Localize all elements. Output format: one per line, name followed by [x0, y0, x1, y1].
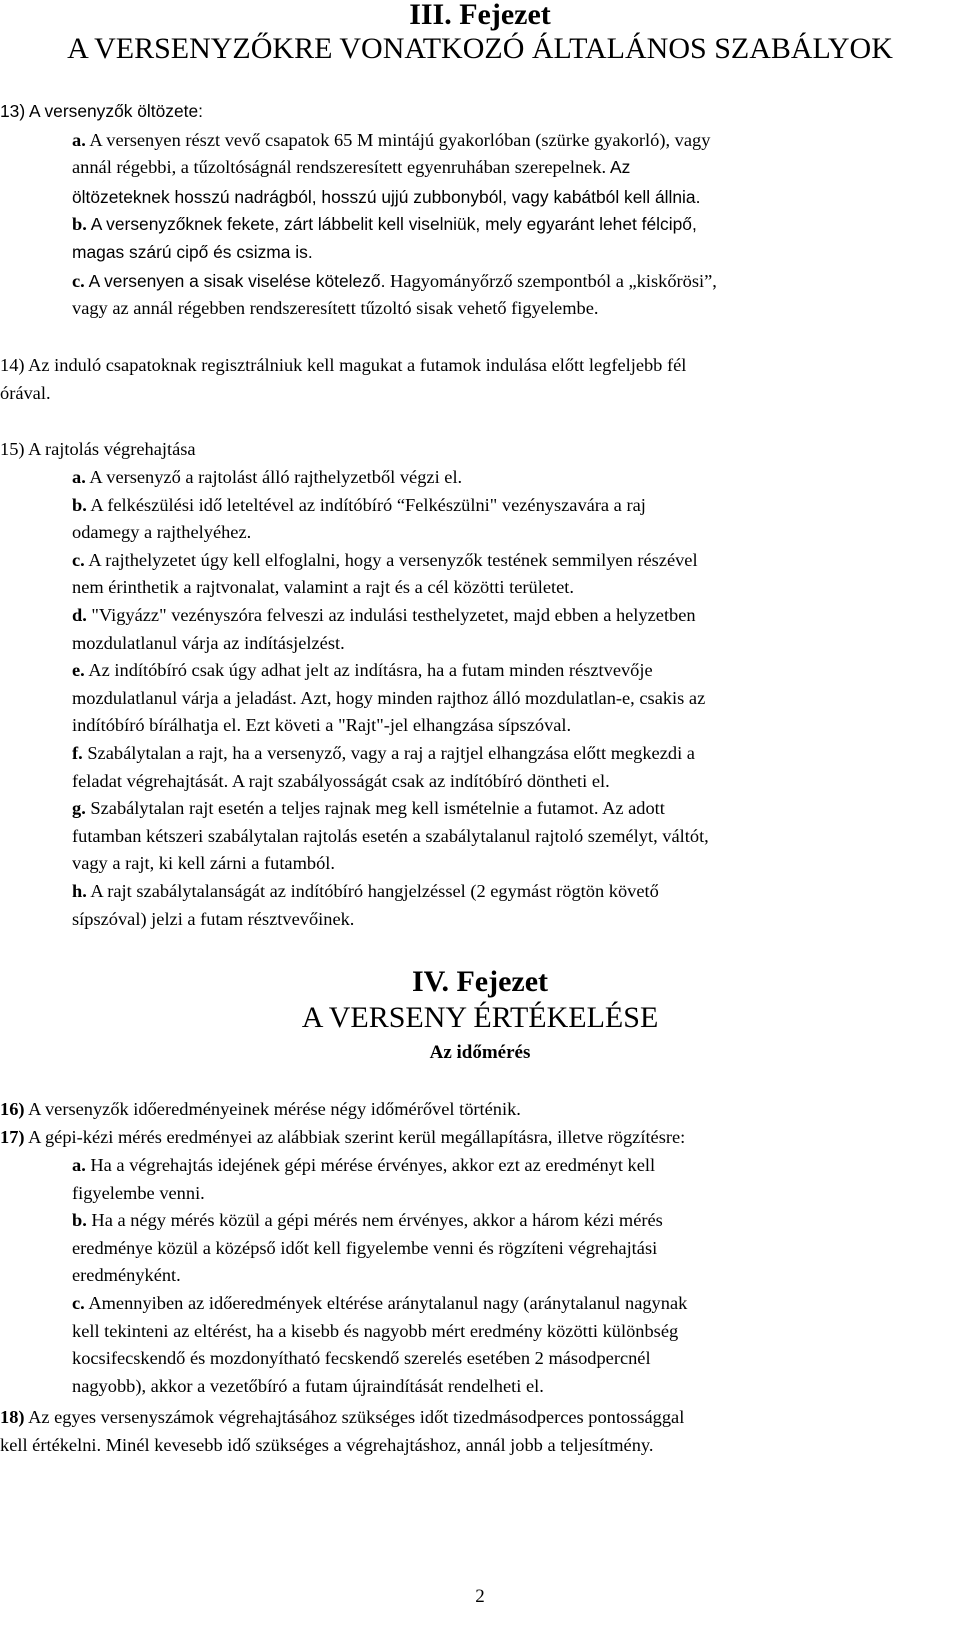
list-item-line: [72, 576, 574, 598]
section-13-heading: 13) A versenyzők öltözete:: [0, 101, 204, 121]
list-item-line: [72, 908, 354, 930]
item-text: Szabálytalan rajt esetén a teljes rajnak meg kell ismételnie a futamot. Az adott: [85, 798, 665, 819]
item-text: vagy a rajt, ki kell zárni a futamból.: [72, 853, 335, 874]
section-number: 18): [0, 1407, 25, 1427]
list-item-line: [72, 742, 695, 764]
item-text-sans: Az: [606, 157, 631, 177]
item-letter: a.: [72, 1155, 86, 1175]
item-text: mozdulatlanul várja a jeladást. Azt, hogy minden rajthoz álló mozdulatlan-e, csakis az: [72, 687, 706, 708]
list-item-line: [72, 1237, 657, 1259]
item-text: A felkészülési idő leteltével az indítóbíró “Felkészülni" vezényszavára a raj: [86, 494, 646, 515]
list-item-line: [72, 714, 571, 736]
list-item-line: [72, 521, 251, 543]
section-13-item-c-line1: [72, 270, 717, 292]
list-item-line: [72, 770, 610, 792]
list-item-line: [72, 1209, 663, 1231]
item-text: A versenyen részt vevő csapatok 65 M mintájú gyakorlóban (szürke gyakorló), vagy: [85, 130, 711, 150]
section-text: Az egyes versenyszámok végrehajtásához szükséges időt tizedmásodperces pontossággal: [24, 1407, 685, 1427]
item-text: odamegy a rajthelyéhez.: [72, 522, 252, 543]
list-item-line: [72, 494, 646, 516]
item-text: "Vigyázz" vezényszóra felveszi az indulási testhelyzetet, majd ebben a helyzetben: [86, 605, 696, 625]
list-item-line: [72, 687, 705, 709]
item-text: nem érinthetik a rajtvonalat, valamint a rajt és a cél közötti területet.: [72, 577, 574, 598]
list-item-line: [72, 1375, 544, 1397]
item-text: figyelembe venni.: [72, 1182, 205, 1203]
item-text: indítóbíró bírálhatja el. Ezt követi a "Rajt"-jel elhangzása sípszóval.: [72, 715, 572, 736]
item-letter: h.: [72, 881, 87, 901]
section-18-line2: kell értékelni. Minél kevesebb idő szükséges a végrehajtáshoz, annál jobb a teljesítmény.: [0, 1435, 654, 1455]
item-letter: b.: [72, 214, 87, 234]
item-text: eredménye közül a középső időt kell figyelembe venni és rögzíteni végrehajtási: [72, 1237, 658, 1258]
item-letter: b.: [72, 494, 87, 515]
item-letter: d.: [72, 605, 87, 625]
chapter-4-title: A VERSENY ÉRTÉKELÉSE: [301, 1001, 659, 1034]
list-item-line: [72, 1320, 678, 1342]
item-text: futamban kétszeri szabálytalan rajtolás esetén a szabálytalanul rajtoló személyt, váltót,: [72, 825, 709, 846]
list-item-line: [72, 1347, 651, 1369]
item-letter: a.: [72, 130, 86, 150]
section-text: A versenyzők időeredményeinek mérése négy időmérővel történik.: [24, 1099, 521, 1119]
item-text: A rajt szabálytalanságát az indítóbíró hangjelzéssel (2 egymást rögtön követő: [86, 881, 659, 901]
item-text: A versenyzőknek fekete, zárt lábbelit kell viselniük, mely egyaránt lehet félcipő,: [86, 214, 697, 234]
chapter-4-number: IV. Fejezet: [411, 965, 549, 998]
chapter-3-number: III. Fejezet: [409, 0, 551, 31]
item-text: mozdulatlanul várja az indításjelzést.: [72, 632, 345, 653]
section-15-heading: 15) A rajtolás végrehajtása: [0, 439, 196, 459]
list-item-line: [72, 1264, 181, 1286]
list-item-line: [72, 797, 665, 819]
section-13-item-a-line2: [72, 156, 630, 178]
item-text: Ha a négy mérés közül a gépi mérés nem érvényes, akkor a három kézi mérés: [86, 1210, 663, 1231]
section-17: [0, 1126, 685, 1148]
item-text: kell tekinteni az eltérést, ha a kisebb és nagyobb mért eredmény közötti különbség: [72, 1320, 679, 1341]
item-text-sans: A versenyen a sisak viselése kötelező.: [84, 271, 386, 291]
list-item-line: [72, 549, 698, 571]
list-item-line: [72, 466, 462, 488]
list-item-line: [72, 604, 696, 626]
item-letter: f.: [72, 743, 83, 763]
section-13-item-b-line2: magas szárú cipő és csizma is.: [72, 242, 313, 262]
section-13-item-b-line1: [72, 213, 697, 235]
item-text: Szabálytalan a rajt, ha a versenyző, vagy a raj a rajtjel elhangzása előtt megkezdi a: [82, 743, 695, 763]
section-number: 17): [0, 1127, 25, 1147]
item-text: annál régebbi, a tűzoltóságnál rendszeresített egyenruhában szerepelnek.: [72, 157, 607, 177]
item-letter: a.: [72, 467, 86, 487]
chapter-4-subtitle: Az időmérés: [429, 1042, 531, 1063]
item-text: A versenyző a rajtolást álló rajthelyzetből végzi el.: [85, 467, 463, 487]
item-text: sípszóval) jelzi a futam résztvevőinek.: [72, 908, 355, 929]
list-item-line: [72, 632, 345, 654]
item-text: Az indítóbíró csak úgy adhat jelt az indításra, ha a futam minden résztvevője: [84, 660, 653, 681]
item-text: nagyobb), akkor a vezetőbíró a futam újraindítását rendelheti el.: [72, 1375, 544, 1396]
section-13-item-c-line2: vagy az annál régebben rendszeresített tűzoltó sisak vehető figyelembe.: [72, 298, 599, 318]
item-text: eredményként.: [72, 1265, 181, 1286]
list-item-line: [72, 825, 709, 847]
chapter-3-title: A VERSENYZŐKRE VONATKOZÓ ÁLTALÁNOS SZABÁLYOK: [67, 32, 893, 65]
list-item-line: [72, 852, 335, 874]
item-letter: e.: [72, 660, 85, 681]
item-letter: c.: [72, 271, 85, 291]
item-letter: c.: [72, 1293, 85, 1313]
item-text: Hagyományőrző szempontból a „kiskőrösi”,: [385, 271, 717, 291]
list-item-line: [72, 1182, 205, 1204]
section-14-line1: 14) Az induló csapatoknak regisztrálniuk kell magukat a futamok indulása előtt legfeljebb fél: [0, 355, 687, 375]
item-text: Ha a végrehajtás idejének gépi mérése érvényes, akkor ezt az eredményt kell: [85, 1155, 656, 1175]
section-13-item-a-line3: öltözeteknek hosszú nadrágból, hosszú ujjú zubbonyból, vagy kabátból kell állnia.: [72, 187, 701, 207]
item-text: Amennyiben az időeredmények eltérése aránytalanul nagy (aránytalanul nagynak: [84, 1293, 688, 1313]
section-18-line1: [0, 1406, 684, 1428]
item-text: kocsifecskendő és mozdonyítható fecskendő szerelés esetében 2 másodpercnél: [72, 1348, 651, 1369]
item-letter: b.: [72, 1210, 87, 1231]
section-16: [0, 1098, 521, 1120]
item-letter: g.: [72, 798, 86, 819]
section-text: A gépi-kézi mérés eredményei az alábbiak szerint kerül megállapításra, illetve rögzítésre:: [24, 1127, 686, 1147]
page-number: 2: [475, 1586, 485, 1607]
item-text: A rajthelyzetet úgy kell elfoglalni, hogy a versenyzők testének semmilyen részével: [84, 549, 698, 570]
list-item-line: [72, 1292, 687, 1314]
section-number: 16): [0, 1099, 25, 1119]
section-13-item-a-line1: [72, 129, 710, 151]
list-item-line: [72, 880, 659, 902]
section-14-line2: órával.: [0, 383, 51, 403]
list-item-line: [72, 1154, 655, 1176]
item-letter: c.: [72, 549, 85, 570]
list-item-line: [72, 659, 653, 681]
item-text: feladat végrehajtását. A rajt szabályosságát csak az indítóbíró döntheti el.: [72, 770, 610, 791]
